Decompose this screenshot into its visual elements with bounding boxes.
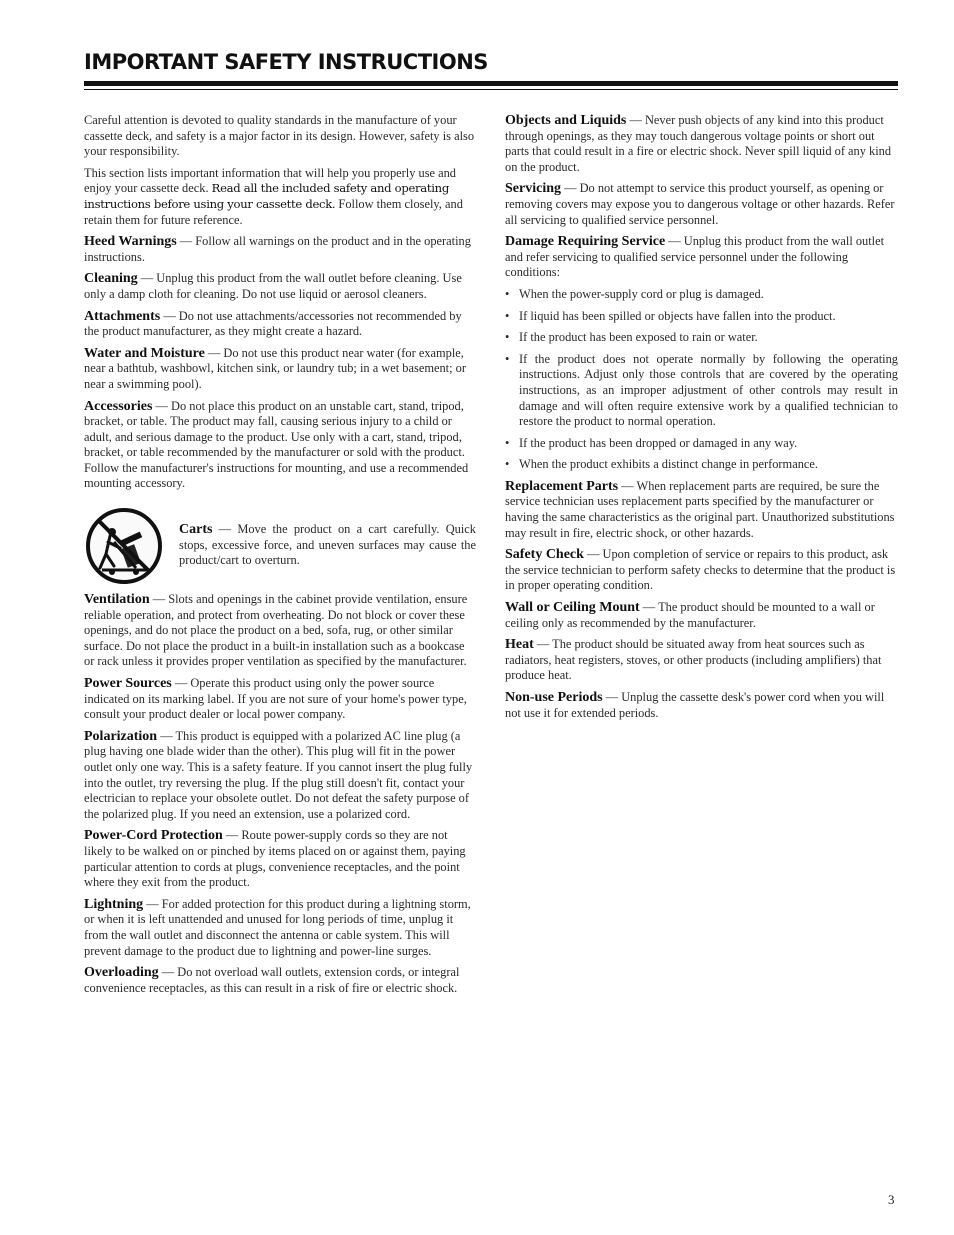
list-item-text: If the product does not operate normally by following the operating instructions. Adjust only those controls that are covered by the operating instructions, as an improper adjustment of other controls may result in damage and will often require extensive work by a qualified technician to restore the product to normal operation.	[519, 351, 898, 429]
section-text: — Do not use attachments/accessories not recommended by the product manufacturer, as they might create a hazard.	[84, 308, 462, 339]
bullet: •	[505, 457, 510, 472]
section-text: — When replacement parts are required, be sure the service technician uses replacement parts specified by the manufacturer or having the same characteristics as the original part. Unauthorized substitutions may result in fire, electric shock, or other hazards.	[505, 478, 895, 540]
section-heading: Heat	[505, 637, 534, 653]
conditions-list	[505, 287, 898, 473]
section-text: — Unplug the cassette desk's power cord when you will not use it for extended periods.	[505, 690, 885, 720]
list-item	[505, 436, 898, 452]
title-rule-thick	[84, 81, 898, 86]
section-heading: Ventilation	[84, 592, 150, 608]
section-text: — Route power-supply cords so they are not likely to be walked on or pinched by items placed on or against them, paying particular attention to cords at plugs, convenience receptacles, and the point where they exit from the product.	[84, 828, 466, 890]
section-power-cord-protection	[84, 828, 476, 890]
intro-emphasis: Read all the included safety and operating instructions before using your cassette deck.	[84, 181, 449, 211]
section-heading: Non-use Periods	[505, 690, 603, 705]
section-power-sources	[84, 676, 476, 723]
section-heading: Heed Warnings	[84, 234, 177, 250]
section-heading: Water and Moisture	[84, 345, 205, 361]
section-heading: Overloading	[84, 965, 159, 981]
section-heading: Replacement Parts	[505, 478, 619, 494]
section-text: — Upon completion of service or repairs to this product, ask the service technician to perform safety checks to determine that the product is in proper operating condition.	[505, 547, 896, 593]
section-heading: Carts	[179, 522, 213, 538]
section-text: — Do not attempt to service this product yourself, as opening or removing covers may expose you to dangerous voltage or other hazards. Refer all servicing to qualified service personnel.	[505, 181, 895, 227]
section-lightning	[84, 897, 476, 959]
right-column	[505, 113, 898, 727]
section-water-moisture	[84, 346, 476, 393]
section-carts	[84, 506, 476, 586]
bullet: •	[505, 351, 510, 366]
section-ventilation	[84, 592, 476, 670]
section-heading: Accessories	[84, 398, 153, 414]
list-item-text: If liquid has been spilled or objects have fallen into the product.	[519, 308, 836, 323]
list-item	[505, 330, 898, 346]
section-heading: Wall or Ceiling Mount	[505, 600, 640, 616]
section-text: — Never push objects of any kind into this product through openings, as they may touch dangerous voltage points or short out parts that could result in a fire or electric shock. Never spill liquid of any kind on the product.	[505, 113, 892, 174]
section-text: — Unplug this product from the wall outlet before cleaning. Use only a damp cloth for cleaning. Do not use liquid or aerosol cleaners.	[84, 271, 462, 301]
section-heading: Damage Requiring Service	[505, 234, 666, 250]
section-heading: Lightning	[84, 896, 144, 912]
list-item-text: When the product exhibits a distinct change in performance.	[519, 457, 818, 472]
section-replacement-parts	[505, 479, 898, 541]
carts-text-block	[179, 522, 476, 569]
section-polarization	[84, 729, 476, 823]
section-text: — Move the product on a cart carefully. Quick stops, excessive force, and uneven surfaces may cause the product/cart to overturn.	[179, 522, 476, 568]
bullet: •	[505, 308, 510, 323]
intro-paragraph-2	[84, 166, 476, 228]
section-safety-check	[505, 547, 898, 594]
page-title: IMPORTANT SAFETY INSTRUCTIONS	[84, 50, 488, 74]
section-text: — The product should be situated away from heat sources such as radiators, heat registers, stoves, or other products (including amplifiers) that produce heat.	[505, 637, 882, 683]
section-text: — For added protection for this product during a lightning storm, or when it is left unattended and unused for long periods of time, unplug it from the wall outlet and disconnect the antenna or cable system. This will prevent damage to the product due to lightning and power-line surges.	[84, 896, 471, 958]
section-cleaning	[84, 271, 476, 302]
section-text: — The product should be mounted to a wall or ceiling only as recommended by the manufacturer.	[505, 600, 875, 630]
section-wall-ceiling-mount	[505, 600, 898, 631]
section-heading: Safety Check	[505, 547, 584, 563]
section-attachments	[84, 309, 476, 340]
section-heading: Power Sources	[84, 676, 172, 692]
intro-paragraph: Careful attention is devoted to quality standards in the manufacture of your cassette deck, and safety is a major factor in its design. However, safety is also your responsibility.	[84, 113, 475, 159]
list-item-text: If the product has been dropped or damaged in any way.	[519, 435, 798, 450]
bullet: •	[505, 330, 510, 345]
section-text: — Do not use this product near water (for example, near a bathtub, washbowl, kitchen sink, or laundry tub; in a wet basement; or near a swimming pool).	[84, 345, 466, 391]
section-heading: Servicing	[505, 181, 561, 197]
section-text: — Operate this product using only the power source indicated on its marking label. If you are not sure of your home's power type, consult your product dealer or local power company.	[84, 676, 467, 722]
section-text: — Follow all warnings on the product and in the operating instructions.	[84, 234, 471, 264]
section-accessories	[84, 399, 476, 493]
list-item	[505, 309, 898, 325]
section-heading: Attachments	[84, 308, 161, 324]
section-overloading	[84, 965, 476, 996]
list-item-text: When the power-supply cord or plug is damaged.	[519, 286, 764, 301]
list-item-text: If the product has been exposed to rain or water.	[519, 330, 758, 345]
section-heading: Polarization	[84, 728, 158, 744]
section-text: — Do not place this product on an unstable cart, stand, tripod, bracket, or table. The product may fall, causing serious injury to a child or adult, and serious damage to the product. Use only with a cart, stand, tripod, bracket, or table recommended by the manufacturer or sold with the product. Follow the manufacturer's instructions for mounting, and use a recommended mounting accessory.	[84, 398, 469, 491]
section-damage-requiring-service	[505, 234, 898, 281]
section-objects-liquids	[505, 113, 898, 175]
intro-text: This section lists important information that will help you properly use and enjoy your cassette deck.	[84, 165, 457, 196]
left-column	[84, 113, 476, 1002]
section-heading: Power-Cord Protection	[84, 828, 223, 844]
bullet: •	[505, 286, 510, 301]
section-text: — This product is equipped with a polarized AC line plug (a plug having one blade wider than the other). This plug will fit in the power outlet only one way. This is a safety feature. If you cannot insert the plug fully into the outlet, try reversing the plug. If the plug still doesn't fit, contact your electrician to replace your obsolete outlet. Do not defeat the safety purpose of the polarized plug. If you need an extension, use a polarized cord.	[84, 728, 473, 821]
section-text: — Slots and openings in the cabinet provide ventilation, ensure reliable operation, and protect from overheating. Do not block or cover these openings, and do not place the product on a bed, sofa, rug, or other similar surface. Do not place the product in a built-in installation such as a bookcase or rack unless it provides proper ventilation as specified by the manufacturer.	[84, 592, 468, 669]
section-text: — Do not overload wall outlets, extension cords, or integral convenience receptacles, as this can result in a risk of fire or electric shock.	[84, 965, 460, 995]
cart-warning-icon	[84, 506, 164, 586]
section-heed-warnings	[84, 234, 476, 265]
section-heading: Objects and Liquids	[505, 113, 627, 128]
title-rule-thin	[84, 89, 898, 90]
section-text: — Unplug this product from the wall outlet and refer servicing to qualified service personnel under the following conditions:	[505, 234, 885, 280]
list-item	[505, 352, 898, 430]
section-heat	[505, 637, 898, 684]
section-servicing	[505, 181, 898, 228]
section-non-use-periods	[505, 690, 898, 721]
intro-text-end: Follow them closely, and retain them for future reference.	[84, 196, 463, 227]
page-number: 3	[888, 1192, 895, 1207]
list-item	[505, 457, 898, 473]
section-heading: Cleaning	[84, 271, 138, 287]
list-item	[505, 287, 898, 303]
bullet: •	[505, 435, 510, 450]
